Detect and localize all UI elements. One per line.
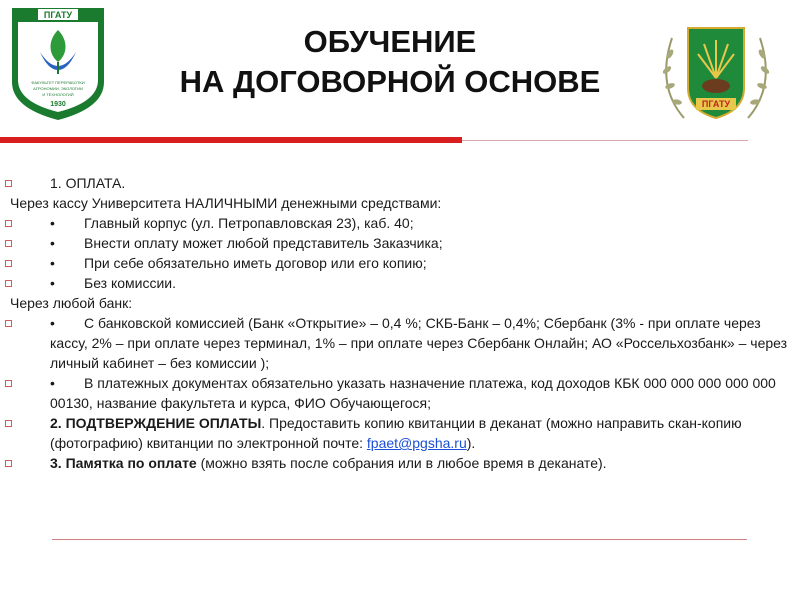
square-bullet-icon (5, 460, 12, 467)
list-item: • Без комиссии. (4, 273, 794, 293)
svg-text:И ТЕХНОЛОГИЙ: И ТЕХНОЛОГИЙ (42, 92, 74, 97)
square-bullet-icon (5, 220, 12, 227)
logo-left-label: ПГАТУ (43, 10, 73, 20)
academy-emblem (650, 14, 782, 132)
bullet-icon: • (50, 235, 55, 251)
list-item: • Внести оплату может любой представитель Заказчика; (4, 233, 794, 253)
list-item: • При себе обязательно иметь договор или его копию; (4, 253, 794, 273)
bank-heading: Через любой банк: (10, 295, 133, 311)
square-bullet-icon (5, 280, 12, 287)
page-title (120, 22, 660, 102)
square-bullet-icon (5, 380, 12, 387)
list-item: • В платежных документах обязательно указать назначение платежа, код доходов КБК 000 000 000 000 000 00130, название факультета и курса, ФИО Обучающегося; (4, 373, 794, 413)
bullet-icon: • (50, 215, 55, 231)
footer-divider (52, 539, 747, 540)
cash-heading: Через кассу Университета НАЛИЧНЫМИ денежными средствами: (10, 195, 442, 211)
logo-left-year: 1930 (50, 101, 66, 108)
logo-right-label: ПГАТУ (701, 99, 731, 109)
square-bullet-icon (5, 240, 12, 247)
square-bullet-icon (5, 260, 12, 267)
bullet-icon: • (50, 375, 55, 391)
list-item-memo: 3. Памятка по оплате (можно взять после собрания или в любое время в деканате). (4, 453, 794, 473)
svg-text:АГРОНОМИИ, ЭКОЛОГИИ: АГРОНОМИИ, ЭКОЛОГИИ (33, 86, 83, 91)
square-bullet-icon (5, 420, 12, 427)
bullet-icon: • (50, 275, 55, 291)
bullet-icon: • (50, 315, 55, 331)
list-item: • С банковской комиссией (Банк «Открытие» – 0,4 %; СКБ-Банк – 0,4%; Сбербанк (3% - при оплате через кассу, 2% – при оплате через терминал, 1% – при оплате через Сбербанк Онлайн; АО «Россельхозбанк» – через личный кабинет – без комиссии ); (4, 313, 794, 373)
content-body (4, 173, 794, 473)
list-item-confirmation: 2. ПОДТВЕРЖДЕНИЕ ОПЛАТЫ. Предоставить копию квитанции в деканат (можно направить скан-копию (фотографию) квитанции по электронной почте: fpaet@pgsha.ru). (4, 413, 794, 453)
square-bullet-icon (5, 180, 12, 187)
list-item: • Главный корпус (ул. Петропавловская 23), каб. 40; (4, 213, 794, 233)
square-bullet-icon (5, 320, 12, 327)
title-line-2: НА ДОГОВОРНОЙ ОСНОВЕ (179, 64, 601, 99)
email-link[interactable]: fpaet@pgsha.ru (366, 435, 467, 451)
title-line-1: ОБУЧЕНИЕ (303, 24, 477, 59)
svg-text:ФАКУЛЬТЕТ ПЕРЕРАБОТКИ: ФАКУЛЬТЕТ ПЕРЕРАБОТКИ (31, 80, 85, 85)
university-logo (8, 4, 108, 122)
header-accent-bar (0, 137, 462, 143)
bullet-icon: • (50, 255, 55, 271)
list-item-payment: 1. ОПЛАТА. (4, 173, 794, 193)
